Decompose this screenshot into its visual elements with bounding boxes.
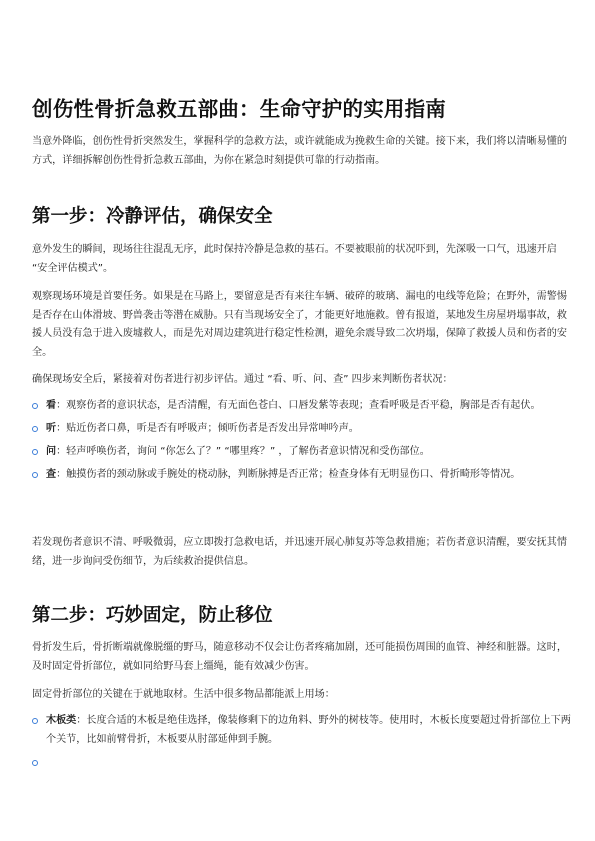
page-title: 创伤性骨折急救五部曲：生命守护的实用指南: [32, 97, 446, 121]
bullet-icon: [32, 718, 38, 724]
step1-checklist: [32, 397, 572, 489]
bullet-icon: [32, 472, 38, 478]
list-item-term: 木板类: [46, 715, 77, 726]
list-item-term: 看: [46, 400, 57, 411]
list-item: [32, 443, 572, 462]
bullet-icon: [32, 760, 38, 766]
list-item-text: ：贴近伤者口鼻，听是否有呼吸声；倾听伤者是否发出异常呻吟声。: [56, 423, 359, 434]
list-item-term: 听: [46, 423, 57, 434]
bullet-icon: [32, 449, 38, 455]
step1-heading: 第一步：冷静评估，确保安全: [32, 206, 273, 227]
step2-paragraph-1: 骨折发生后，骨折断端就像脱缰的野马，随意移动不仅会让伤者疼痛加剧，还可能损伤周围的血管、神经和脏器。这时，及时固定骨折部位，就如同给野马套上缰绳，能有效减少伤害。: [32, 642, 567, 672]
step1-paragraph-1: 意外发生的瞬间，现场往往混乱无序，此时保持冷静是急救的基石。不要被眼前的状况吓到，先深吸一口气，迅速开启 “安全评估模式”。: [32, 244, 557, 274]
bullet-icon: [32, 403, 38, 409]
step1-paragraph-4: 若发现伤者意识不清、呼吸微弱，应立即拨打急救电话，并迅速开展心肺复苏等急救措施；若伤者意识清醒，要安抚其情绪，进一步询问受伤细节，为后续救治提供信息。: [32, 537, 567, 567]
list-item: [32, 420, 572, 439]
list-item: [32, 397, 572, 416]
step1-paragraph-3: 确保现场安全后，紧接着对伤者进行初步评估。通过 “看、听、问、查” 四步来判断伤者状况：: [32, 374, 453, 385]
step2-materials-list: [32, 712, 572, 776]
step1-paragraph-2: 观察现场环境是首要任务。如果是在马路上，要留意是否有来往车辆、破碎的玻璃、漏电的电线等危险；在野外，需警惕是否存在山体滑坡、野兽袭击等潜在威胁。只有当现场安全了，才能更好地施救。曾有报道，某地发生房屋坍塌事故，救援人员没有急于进入废墟救人，而是先对周边建筑进行稳定性检测，避免余震导致二次坍塌，保障了救援人员和伤者的安全。: [32, 291, 567, 358]
list-item-text: ：长度合适的木板是绝佳选择，像装修剩下的边角料、野外的树枝等。使用时，木板长度要超过骨折部位上下两个关节，比如前臂骨折，木板要从肘部延伸到手腕。: [46, 715, 571, 745]
step2-paragraph-2: 固定骨折部位的关键在于就地取材。生活中很多物品都能派上用场：: [32, 689, 335, 700]
list-item-text: ：观察伤者的意识状态，是否清醒，有无面色苍白、口唇发紫等表现；查看呼吸是否平稳，胸部是否有起伏。: [56, 400, 541, 411]
list-item-term: 查: [46, 469, 57, 480]
list-item-term: 问: [46, 446, 57, 457]
list-item: [32, 712, 572, 749]
bullet-icon: [32, 426, 38, 432]
list-item-text: ：触摸伤者的颈动脉或手腕处的桡动脉，判断脉搏是否正常；检查身体有无明显伤口、骨折畸形等情况。: [56, 469, 521, 480]
list-item: [32, 466, 572, 485]
intro-paragraph: 当意外降临，创伤性骨折突然发生，掌握科学的急救方法，或许就能成为挽救生命的关键。接下来，我们将以清晰易懂的方式，详细拆解创伤性骨折急救五部曲，为你在紧急时刻提供可靠的行动指南。: [32, 136, 567, 166]
list-item: [32, 754, 572, 772]
step2-heading: 第二步：巧妙固定，防止移位: [32, 605, 273, 626]
list-item-text: ：轻声呼唤伤者，询问 “你怎么了？” “哪里疼？” ，了解伤者意识情况和受伤部位。: [56, 446, 430, 457]
